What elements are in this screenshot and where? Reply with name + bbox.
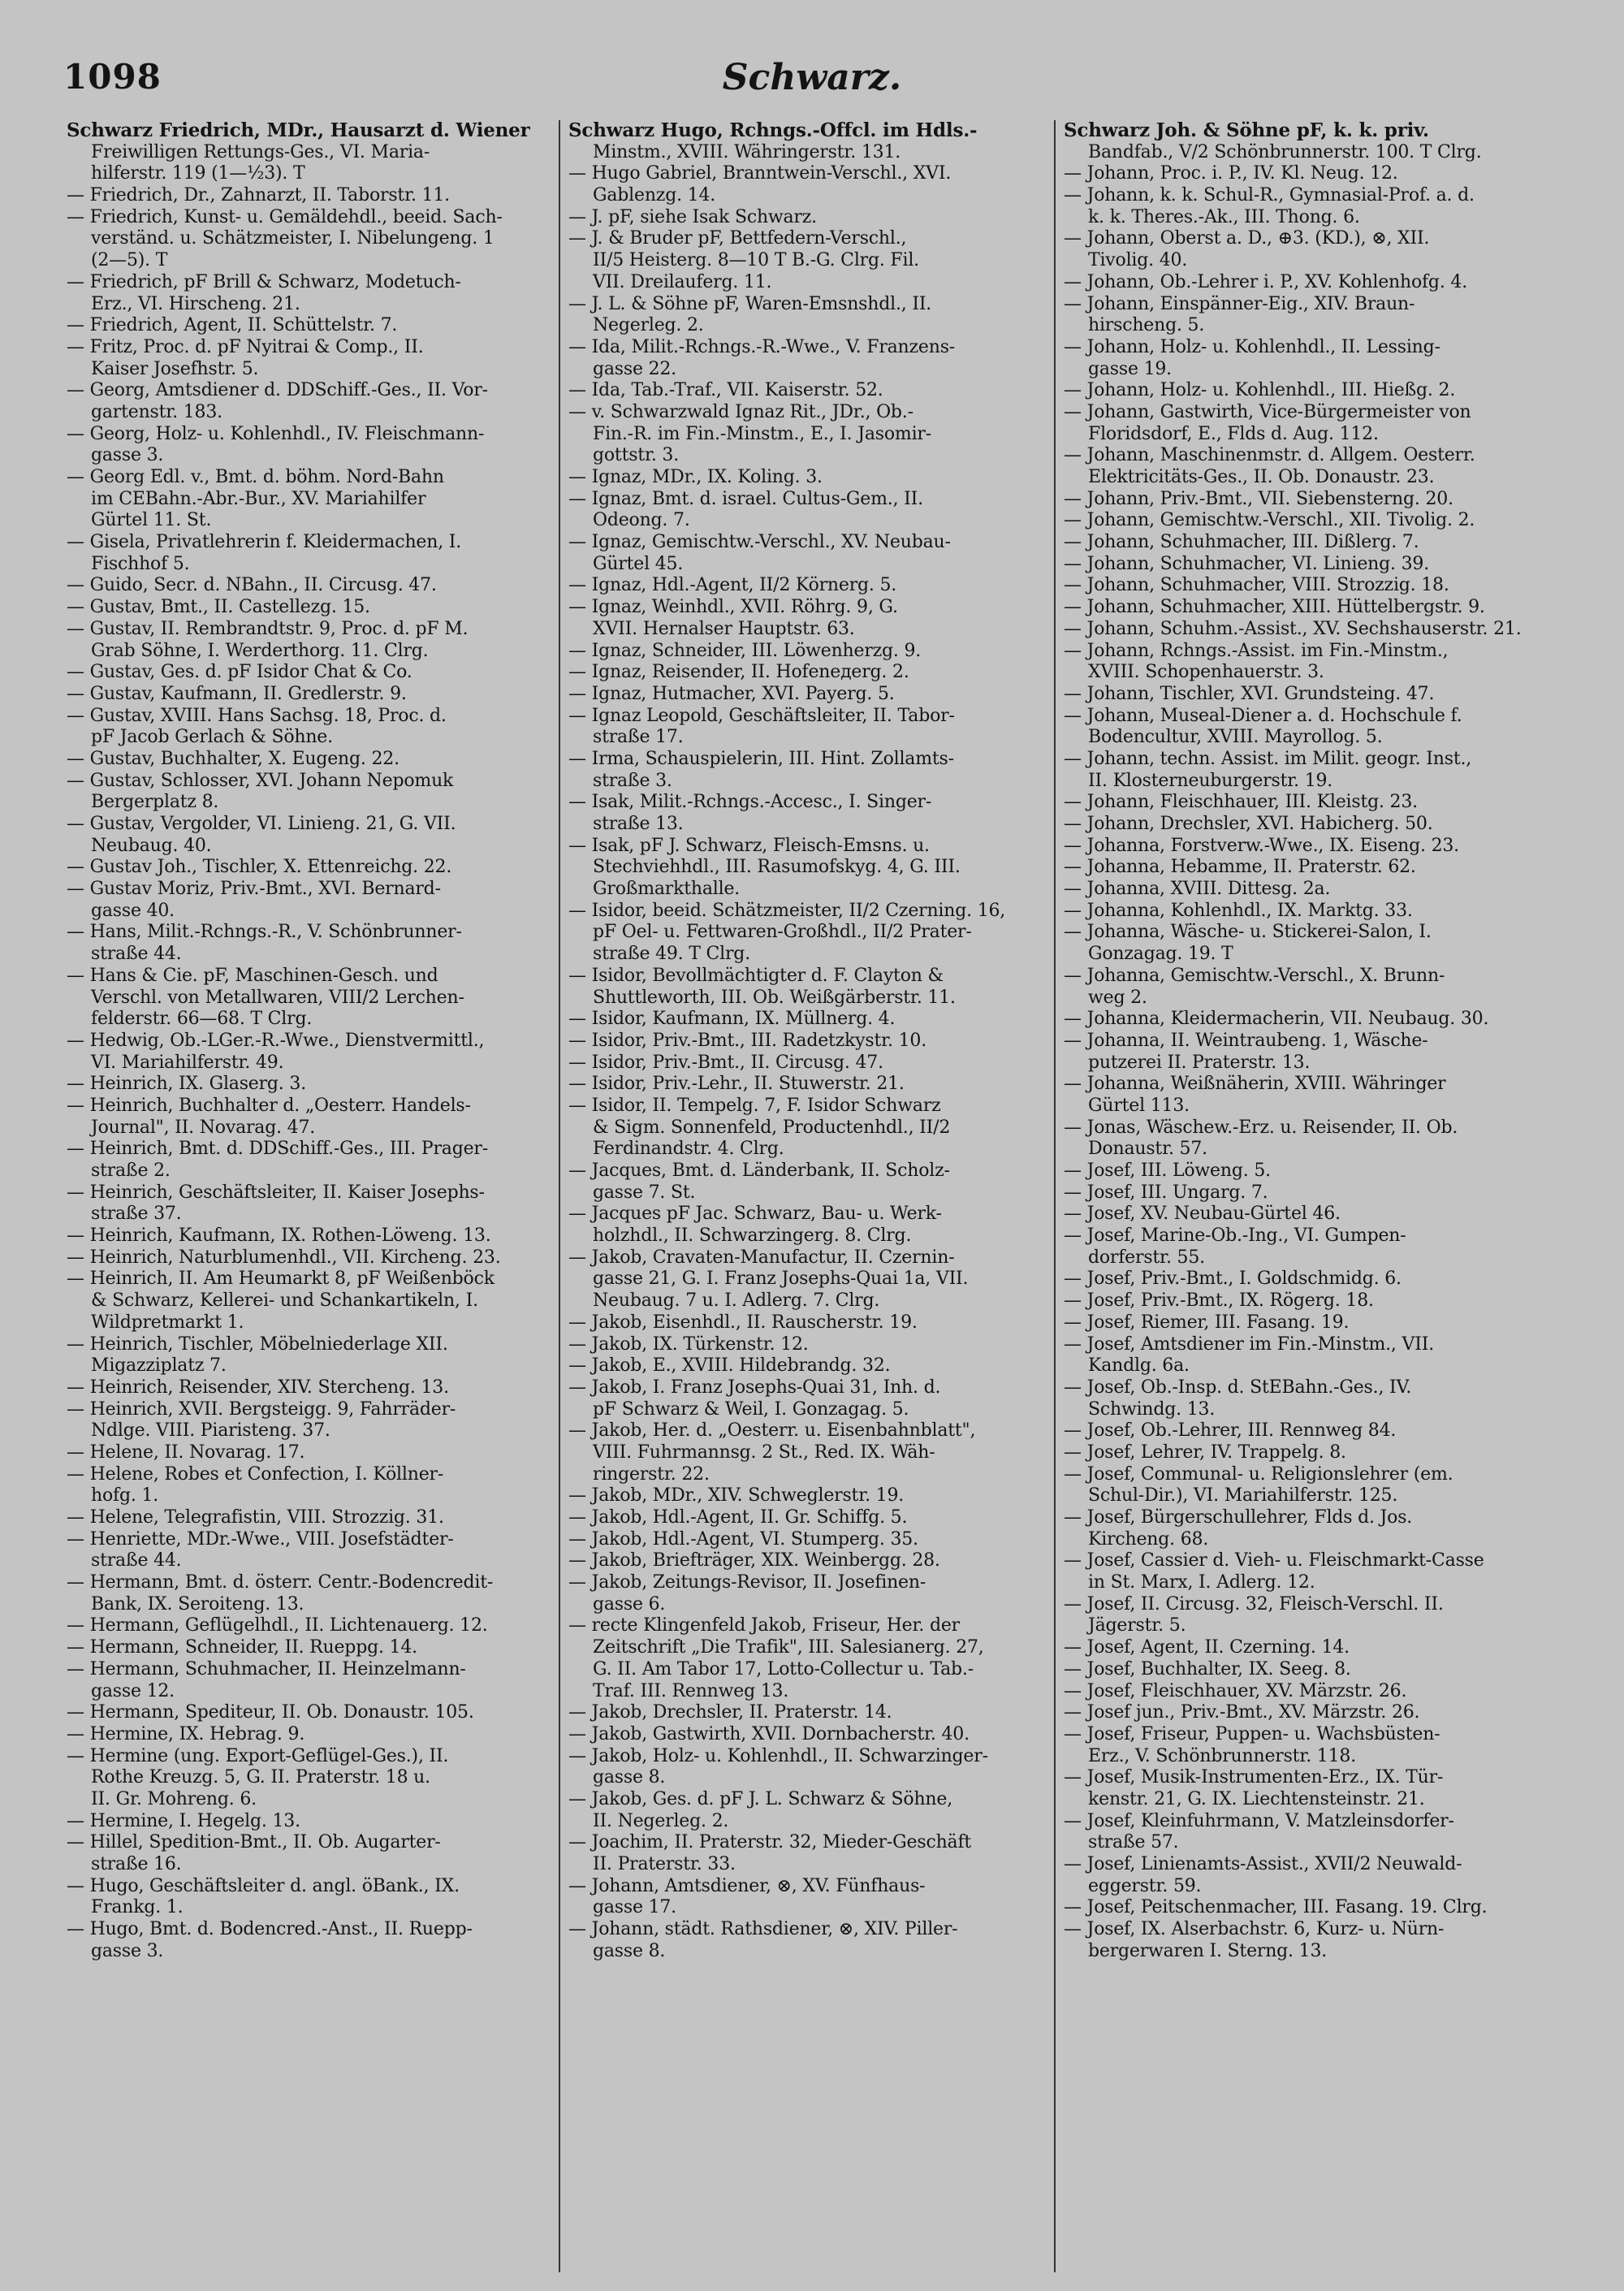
directory-entry: — Johann, Schuhm.-Assist., XV. Sechshauserstr. 21. bbox=[1064, 618, 1522, 639]
directory-entry-continuation: Bank, IX. Seroiteng. 13. bbox=[91, 1593, 304, 1615]
directory-entry-continuation: Erz., V. Schönbrunnerstr. 118. bbox=[1088, 1745, 1356, 1766]
directory-entry-continuation: gasse 22. bbox=[593, 358, 676, 379]
directory-entry: — Helene, Robes et Confection, I. Köllner- bbox=[67, 1463, 444, 1485]
directory-entry: — Johanna, Forstverw.-Wwe., IX. Eiseng. 23. bbox=[1064, 835, 1459, 856]
directory-entry: — Ignaz, Gemischtw.-Verschl., XV. Neubau- bbox=[568, 532, 951, 553]
directory-entry: — Johann, Fleischhauer, III. Kleistg. 23. bbox=[1064, 792, 1418, 813]
directory-entry-continuation: Tivolig. 40. bbox=[1088, 250, 1188, 271]
directory-entry-continuation: Jägerstr. 5. bbox=[1088, 1615, 1186, 1636]
directory-entry-continuation: Journal", II. Novarag. 47. bbox=[91, 1117, 316, 1138]
directory-entry: — Gustav, Vergolder, VI. Linieng. 21, G. VII. bbox=[67, 814, 456, 834]
directory-entry: — Johanna, Kleidermacherin, VII. Neubaug. 30. bbox=[1064, 1009, 1489, 1030]
column-rule bbox=[559, 120, 560, 2272]
directory-entry: — Ignaz, Reisender, II. Hofeneдerg. 2. bbox=[568, 662, 909, 683]
directory-entry: — Gustav, Ges. d. pF Isidor Chat & Co. bbox=[67, 662, 412, 683]
directory-entry: — Josef, III. Ungarg. 7. bbox=[1064, 1182, 1268, 1203]
directory-entry-continuation: gasse 7. St. bbox=[593, 1182, 696, 1203]
directory-entry: — Hermine, I. Hegelg. 13. bbox=[67, 1810, 300, 1831]
directory-entry: — Johann, Tischler, XVI. Grundsteing. 47. bbox=[1064, 683, 1435, 704]
directory-entry: — Heinrich, Kaufmann, IX. Rothen-Löweng. 13. bbox=[67, 1225, 491, 1247]
directory-entry-continuation: gasse 17. bbox=[593, 1897, 676, 1918]
directory-entry-continuation: im CEBahn.-Abr.-Bur., XV. Mariahilfer bbox=[91, 488, 426, 509]
directory-entry: — Josef, Buchhalter, IX. Seeg. 8. bbox=[1064, 1658, 1351, 1679]
directory-entry-continuation: pF Jacob Gerlach & Söhne. bbox=[91, 727, 333, 748]
directory-entry: — Josef, Lehrer, IV. Trappelg. 8. bbox=[1064, 1442, 1346, 1463]
directory-entry: — Jonas, Wäschew.-Erz. u. Reisender, II. Ob. bbox=[1064, 1117, 1458, 1138]
directory-entry-continuation: G. II. Am Tabor 17, Lotto-Collectur u. Tab.- bbox=[593, 1658, 974, 1679]
directory-entry: — Ignaz, Hdl.-Agent, II/2 Körnerg. 5. bbox=[568, 575, 897, 596]
directory-entry: — Jacques, Bmt. d. Länderbank, II. Scholz- bbox=[568, 1161, 950, 1181]
directory-entry-continuation: Minstm., XVIII. Währingerstr. 131. bbox=[593, 141, 901, 162]
directory-entry-continuation: II. Praterstr. 33. bbox=[593, 1854, 736, 1874]
directory-entry-continuation: gasse 3. bbox=[91, 1940, 164, 1961]
directory-entry-continuation: straße 3. bbox=[593, 770, 672, 791]
directory-entry: — Jakob, Gastwirth, XVII. Dornbacherstr. 40. bbox=[568, 1723, 970, 1744]
directory-entry: — Josef, Ob.-Insp. d. StEBahn.-Ges., IV. bbox=[1064, 1377, 1412, 1398]
directory-entry: — Josef, Friseur, Puppen- u. Wachsbüsten- bbox=[1064, 1723, 1440, 1744]
directory-entry: — Hermann, Bmt. d. österr. Centr.-Bodencredit- bbox=[67, 1572, 494, 1593]
directory-entry-continuation: Freiwilligen Rettungs-Ges., VI. Maria- bbox=[91, 141, 430, 162]
directory-entry: — Heinrich, Bmt. d. DDSchiff.-Ges., III. Prager- bbox=[67, 1139, 488, 1160]
directory-entry-continuation: straße 2. bbox=[91, 1161, 171, 1181]
directory-entry: — Josef, Ob.-Lehrer, III. Rennweg 84. bbox=[1064, 1420, 1397, 1442]
directory-entry-continuation: Verschl. von Metallwaren, VIII/2 Lerchen- bbox=[91, 987, 464, 1008]
directory-entry: — Hedwig, Ob.-LGer.-R.-Wwe., Dienstvermittl., bbox=[67, 1030, 485, 1051]
directory-entry: — Heinrich, Tischler, Möbelniederlage XII. bbox=[67, 1334, 448, 1355]
directory-entry: — Gustav, Bmt., II. Castellezg. 15. bbox=[67, 597, 370, 618]
directory-entry-continuation: Neubaug. 7 u. I. Adlerg. 7. Clrg. bbox=[593, 1290, 880, 1312]
directory-entry: — Isak, Milit.-Rchngs.-Accesс., I. Singer- bbox=[568, 792, 932, 813]
directory-entry: — Helene, II. Novarag. 17. bbox=[67, 1442, 305, 1463]
directory-entry-continuation: XVII. Hernalser Hauptstr. 63. bbox=[593, 618, 855, 639]
directory-entry-continuation: gasse 21, G. I. Franz Josephs-Quai 1a, VII. bbox=[593, 1269, 969, 1290]
column-2 bbox=[568, 120, 1047, 2280]
directory-entry: Schwarz Joh. & Söhne pF, k. k. priv. bbox=[1064, 120, 1429, 141]
directory-entry: — Ignaz, Weinhdl., XVII. Röhrg. 9, G. bbox=[568, 597, 898, 618]
directory-entry-continuation: kenstr. 21, G. IX. Liechtensteinstr. 21. bbox=[1088, 1788, 1425, 1809]
directory-entry: — Gustav, II. Rembrandtstr. 9, Proc. d. pF M. bbox=[67, 618, 469, 639]
directory-entry: — Josef, Musik-Instrumenten-Erz., IX. Tür- bbox=[1064, 1767, 1444, 1788]
directory-entry-continuation: Frankg. 1. bbox=[91, 1897, 184, 1918]
directory-entry: — Helene, Telegrafistin, VIII. Strozzig. 31. bbox=[67, 1507, 444, 1528]
directory-entry: — Johanna, Weißnäherin, XVIII. Währinger bbox=[1064, 1074, 1446, 1095]
directory-entry-continuation: Shuttleworth, III. Ob. Weißgärberstr. 11. bbox=[593, 987, 956, 1008]
directory-entry-continuation: weg 2. bbox=[1088, 987, 1147, 1008]
directory-entry: — Henriette, MDr.-Wwe., VIII. Josefstädter- bbox=[67, 1528, 454, 1550]
directory-entry-continuation: straße 44. bbox=[91, 1550, 182, 1571]
directory-entry: — Gustav, Kaufmann, II. Gredlerstr. 9. bbox=[67, 683, 407, 704]
column-rule bbox=[1054, 120, 1056, 2272]
directory-entry-continuation: Ndlge. VIII. Piaristeng. 37. bbox=[91, 1420, 330, 1442]
directory-entry-continuation: gasse 40. bbox=[91, 900, 175, 921]
directory-entry-continuation: Bandfab., V/2 Schönbrunnerstr. 100. T Clrg. bbox=[1088, 141, 1482, 162]
directory-entry-continuation: II. Gr. Mohreng. 6. bbox=[91, 1788, 257, 1809]
directory-entry: — Hermann, Geflügelhdl., II. Lichtenauerg. 12. bbox=[67, 1615, 488, 1636]
directory-entry: — Hermine, IX. Hebrag. 9. bbox=[67, 1723, 305, 1744]
directory-entry: — Johanna, II. Weintraubeng. 1, Wäsche- bbox=[1064, 1030, 1428, 1051]
directory-entry-continuation: gasse 19. bbox=[1088, 358, 1172, 379]
directory-entry: — Johanna, Wäsche- u. Stickerei-Salon, I. bbox=[1064, 922, 1432, 943]
directory-entry: — Josef, Marine-Ob.-Ing., VI. Gumpen- bbox=[1064, 1225, 1406, 1247]
directory-entry: — Josef, Riemer, III. Fasang. 19. bbox=[1064, 1312, 1350, 1333]
directory-entry-continuation: felderstr. 66—68. T Clrg. bbox=[91, 1009, 313, 1030]
directory-entry: — J. pF, siehe Isak Schwarz. bbox=[568, 206, 817, 227]
directory-entry: — Hugo, Bmt. d. Bodencred.-Anst., II. Ruepp- bbox=[67, 1919, 473, 1940]
directory-entry: — Johann, Museal-Diener a. d. Hochschule f. bbox=[1064, 705, 1462, 726]
directory-entry: — Josef jun., Priv.-Bmt., XV. Märzstr. 26. bbox=[1064, 1702, 1420, 1723]
directory-entry-continuation: VIII. Fuhrmannsg. 2 St., Red. IX. Wäh- bbox=[593, 1442, 935, 1463]
directory-entry: — Isidor, Kaufmann, IX. Müllnerg. 4. bbox=[568, 1009, 896, 1030]
directory-entry-continuation: gasse 6. bbox=[593, 1593, 666, 1615]
directory-entry: — Johann, Einspänner-Eig., XIV. Braun- bbox=[1064, 293, 1415, 314]
column-1 bbox=[67, 120, 554, 2280]
directory-entry-continuation: VI. Mariahilferstr. 49. bbox=[91, 1052, 284, 1073]
directory-entry: — Josef, Priv.-Bmt., IX. Rögerg. 18. bbox=[1064, 1290, 1374, 1312]
directory-entry: — Josef, IX. Alserbachstr. 6, Kurz- u. Nürn- bbox=[1064, 1919, 1445, 1940]
directory-entry-continuation: Gablenzg. 14. bbox=[593, 185, 716, 206]
directory-entry-continuation: dorferstr. 55. bbox=[1088, 1247, 1205, 1268]
directory-entry: — Johann, Priv.-Bmt., VII. Siebensterng. 20. bbox=[1064, 488, 1453, 509]
directory-entry: — Georg, Holz- u. Kohlenhdl., IV. Fleischmann- bbox=[67, 423, 485, 444]
directory-entry: — Heinrich, Buchhalter d. „Oesterr. Handels- bbox=[67, 1095, 471, 1116]
directory-entry-continuation: gasse 12. bbox=[91, 1680, 175, 1701]
directory-entry-continuation: Schul-Dir.), VI. Mariahilferstr. 125. bbox=[1088, 1485, 1398, 1506]
directory-entry-continuation: VII. Dreilauferg. 11. bbox=[593, 271, 772, 292]
directory-entry: — Johann, Oberst a. D., ⊕3. (KD.), ⊗, XII. bbox=[1064, 228, 1430, 249]
directory-entry: — Jakob, Eisenhdl., II. Rauscherstr. 19. bbox=[568, 1312, 918, 1333]
directory-entry: — Gustav, XVIII. Hans Sachsg. 18, Proc. d. bbox=[67, 705, 447, 726]
directory-entry: — J. & Bruder pF, Bettfedern-Verschl., bbox=[568, 228, 907, 249]
directory-entry-continuation: gasse 8. bbox=[593, 1767, 666, 1788]
directory-entry-continuation: & Schwarz, Kellerei- und Schankartikeln, I. bbox=[91, 1290, 478, 1312]
directory-entry-continuation: II/5 Heisterg. 8—10 T B.-G. Clrg. Fil. bbox=[593, 250, 919, 271]
directory-entry-continuation: Gürtel 113. bbox=[1088, 1095, 1190, 1116]
directory-entry: — Ignaz, Schneider, III. Löwenherzg. 9. bbox=[568, 640, 922, 661]
directory-entry-continuation: Elektricitäts-Ges., II. Ob. Donaustr. 23. bbox=[1088, 467, 1435, 487]
directory-entry: — Josef, Communal- u. Religionslehrer (em. bbox=[1064, 1463, 1453, 1485]
directory-entry: — Heinrich, IX. Glaserg. 3. bbox=[67, 1074, 306, 1095]
directory-entry: — Georg, Amtsdiener d. DDSchiff.-Ges., II. Vor- bbox=[67, 380, 488, 401]
directory-entry: — Johann, Holz- u. Kohlenhdl., II. Lessing- bbox=[1064, 336, 1440, 357]
directory-entry: — Hans, Milit.-Rchngs.-R., V. Schönbrunner- bbox=[67, 922, 462, 943]
directory-entry-continuation: straße 49. T Clrg. bbox=[593, 944, 750, 965]
directory-entry: — Jacques pF Jac. Schwarz, Bau- u. Werk- bbox=[568, 1204, 942, 1225]
directory-entry-continuation: Gonzagag. 19. T bbox=[1088, 944, 1233, 965]
column-3 bbox=[1064, 120, 1557, 2280]
directory-entry: — Johann, Schuhmacher, VIII. Strozzig. 18. bbox=[1064, 575, 1449, 596]
directory-entry: — Jakob, Holz- u. Kohlenhdl., II. Schwarzinger- bbox=[568, 1745, 988, 1766]
directory-entry: — Jakob, Cravaten-Manufactur, II. Czernin- bbox=[568, 1247, 955, 1268]
directory-entry: — v. Schwarzwald Ignaz Rit., JDr., Ob.- bbox=[568, 401, 914, 422]
directory-entry: — J. L. & Söhne pF, Waren-Emsnshdl., II. bbox=[568, 293, 932, 314]
directory-entry: — Hugo Gabriel, Branntwein-Verschl., XVI. bbox=[568, 163, 952, 184]
directory-entry: — Johann, Ob.-Lehrer i. P., XV. Kohlenhofg. 4. bbox=[1064, 271, 1467, 292]
directory-entry: — Hillel, Spedition-Bmt., II. Ob. Augarter- bbox=[67, 1832, 441, 1853]
directory-entry: — Jakob, Ges. d. pF J. L. Schwarz & Söhne, bbox=[568, 1788, 953, 1809]
directory-entry: — Gustav, Schlosser, XVI. Johann Nepomuk bbox=[67, 770, 454, 791]
directory-entry-continuation: putzerei II. Praterstr. 13. bbox=[1088, 1052, 1311, 1073]
directory-entry: — Josef, Linienamts-Assist., XVII/2 Neuwald- bbox=[1064, 1854, 1462, 1874]
directory-entry-continuation: pF Schwarz & Weil, I. Gonzagag. 5. bbox=[593, 1398, 909, 1420]
directory-entry: Schwarz Hugo, Rchngs.-Offcl. im Hdls.- bbox=[568, 120, 978, 141]
directory-entry: — Heinrich, Geschäftsleiter, II. Kaiser Josephs- bbox=[67, 1182, 485, 1203]
directory-entry: — Irma, Schauspielerin, III. Hint. Zollamts- bbox=[568, 748, 954, 769]
directory-entry-continuation: straße 57. bbox=[1088, 1832, 1179, 1853]
directory-entry: — Gustav Joh., Tischler, X. Ettenreichg. 22. bbox=[67, 857, 452, 878]
directory-entry: — Josef, Kleinfuhrmann, V. Matzleinsdorfer- bbox=[1064, 1810, 1454, 1831]
directory-entry-continuation: Großmarkthalle. bbox=[593, 879, 741, 900]
directory-entry-continuation: Donaustr. 57. bbox=[1088, 1139, 1207, 1160]
directory-entry-continuation: Fischhof 5. bbox=[91, 553, 190, 574]
directory-entry: — Josef, Agent, II. Czerning. 14. bbox=[1064, 1637, 1350, 1658]
directory-entry-continuation: Neubaug. 40. bbox=[91, 835, 212, 856]
directory-entry: — Friedrich, Dr., Zahnarzt, II. Taborstr. 11. bbox=[67, 185, 450, 206]
directory-entry-continuation: Kandlg. 6a. bbox=[1088, 1355, 1190, 1377]
directory-entry-continuation: in St. Marx, I. Adlerg. 12. bbox=[1088, 1572, 1315, 1593]
directory-entry-continuation: hilferstr. 119 (1—½3). T bbox=[91, 163, 305, 184]
directory-entry: — Friedrich, pF Brill & Schwarz, Modetuch- bbox=[67, 271, 461, 292]
directory-entry: — Ida, Milit.-Rchngs.-R.-Wwe., V. Franzens- bbox=[568, 336, 956, 357]
directory-entry: — Johann, Rchngs.-Assist. im Fin.-Minstm., bbox=[1064, 640, 1449, 661]
directory-entry: — Hans & Cie. pF, Maschinen-Gesch. und bbox=[67, 965, 438, 986]
directory-entry: — Jakob, E., XVIII. Hildebrandg. 32. bbox=[568, 1355, 891, 1377]
directory-entry: — Isidor, beeid. Schätzmeister, II/2 Czerning. 16, bbox=[568, 900, 1006, 921]
directory-entry: — Hugo, Geschäftsleiter d. angl. öBank., IX. bbox=[67, 1875, 460, 1896]
directory-entry: — Hermann, Schneider, II. Rueppg. 14. bbox=[67, 1637, 417, 1658]
directory-entry: — Josef, Priv.-Bmt., I. Goldschmidg. 6. bbox=[1064, 1269, 1402, 1290]
directory-entry: — Ignaz, Bmt. d. israel. Cultus-Gem., II. bbox=[568, 488, 923, 509]
directory-entry: — Ignaz, Hutmacher, XVI. Payerg. 5. bbox=[568, 683, 895, 704]
directory-entry-continuation: eggerstr. 59. bbox=[1088, 1875, 1202, 1896]
directory-entry-continuation: straße 44. bbox=[91, 944, 182, 965]
directory-entry: — Josef, Fleischhauer, XV. Märzstr. 26. bbox=[1064, 1680, 1407, 1701]
directory-entry-continuation: gasse 3. bbox=[91, 445, 164, 466]
directory-entry: — Johann, k. k. Schul-R., Gymnasial-Prof. a. d. bbox=[1064, 185, 1475, 206]
directory-entry-continuation: verständ. u. Schätzmeister, I. Nibelungeng. 1 bbox=[91, 228, 495, 249]
directory-entry-continuation: Schwindg. 13. bbox=[1088, 1398, 1216, 1420]
directory-entry: — Isidor, Priv.-Bmt., II. Circusg. 47. bbox=[568, 1052, 883, 1073]
directory-entry-continuation: Rothe Kreuzg. 5, G. II. Praterstr. 18 u. bbox=[91, 1767, 430, 1788]
directory-entry: — Johann, Holz- u. Kohlenhdl., III. Hießg. 2. bbox=[1064, 380, 1456, 401]
directory-entry: — Josef, XV. Neubau-Gürtel 46. bbox=[1064, 1204, 1341, 1225]
directory-entry-continuation: pF Oel- u. Fettwaren-Großhdl., II/2 Prater- bbox=[593, 922, 972, 943]
directory-entry: — Isidor, Bevollmächtigter d. F. Clayton & bbox=[568, 965, 944, 986]
directory-entry: — Josef, III. Löweng. 5. bbox=[1064, 1161, 1271, 1181]
directory-entry-continuation: gottstr. 3. bbox=[593, 445, 680, 466]
directory-entry: — Ignaz Leopold, Geschäftsleiter, II. Tabor- bbox=[568, 705, 955, 726]
directory-entry: — Isidor, II. Tempelg. 7, F. Isidor Schwarz bbox=[568, 1095, 941, 1116]
directory-entry: — Gustav Moriz, Priv.-Bmt., XVI. Bernard- bbox=[67, 879, 441, 900]
directory-entry: — Isidor, Priv.-Lehr., II. Stuwerstr. 21. bbox=[568, 1074, 905, 1095]
directory-entry: — Heinrich, XVII. Bergsteigg. 9, Fahrräder- bbox=[67, 1398, 456, 1420]
directory-entry-continuation: Erz., VI. Hirscheng. 21. bbox=[91, 293, 300, 314]
directory-entry: — Johanna, Kohlenhdl., IX. Marktg. 33. bbox=[1064, 900, 1413, 921]
directory-entry: — Josef, Amtsdiener im Fin.-Minstm., VII. bbox=[1064, 1334, 1434, 1355]
directory-entry: — Johann, techn. Assist. im Milit. geogr. Inst., bbox=[1064, 748, 1472, 769]
directory-entry: — Ida, Tab.-Traf., VII. Kaiserstr. 52. bbox=[568, 380, 883, 401]
directory-entry-continuation: Bergerplatz 8. bbox=[91, 792, 219, 813]
directory-entry: — Jakob, Her. d. „Oesterr. u. Eisenbahnblatt", bbox=[568, 1420, 976, 1442]
directory-entry-continuation: straße 17. bbox=[593, 727, 684, 748]
directory-entry: — Johanna, Gemischtw.-Verschl., X. Brunn- bbox=[1064, 965, 1445, 986]
directory-entry: — Georg Edl. v., Bmt. d. böhm. Nord-Bahn bbox=[67, 467, 444, 487]
directory-entry: — Hermann, Spediteur, II. Ob. Donaustr. 105. bbox=[67, 1702, 474, 1723]
directory-entry: — Joachim, II. Praterstr. 32, Mieder-Geschäft bbox=[568, 1832, 972, 1853]
directory-entry: — Josef, Peitschenmacher, III. Fasang. 19. Clrg. bbox=[1064, 1897, 1488, 1918]
directory-entry-continuation: straße 37. bbox=[91, 1204, 182, 1225]
directory-entry-continuation: Grab Söhne, I. Werderthorg. 11. Clrg. bbox=[91, 640, 429, 661]
directory-entry-continuation: Gürtel 45. bbox=[593, 553, 684, 574]
directory-entry: — Jakob, I. Franz Josephs-Quai 31, Inh. d. bbox=[568, 1377, 941, 1398]
directory-entry: — Gisela, Privatlehrerin f. Kleidermachen, I. bbox=[67, 532, 462, 553]
directory-entry: — Jakob, Hdl.-Agent, II. Gr. Schiffg. 5. bbox=[568, 1507, 908, 1528]
directory-entry-continuation: k. k. Theres.-Ak., III. Thong. 6. bbox=[1088, 206, 1360, 227]
directory-entry-continuation: holzhdl., II. Schwarzingerg. 8. Clrg. bbox=[593, 1225, 912, 1247]
directory-entry: — Josef, Cassier d. Vieh- u. Fleischmarkt-Casse bbox=[1064, 1550, 1484, 1571]
directory-entry: — Gustav, Buchhalter, X. Eugeng. 22. bbox=[67, 748, 400, 769]
directory-entry-continuation: Zeitschrift „Die Trafik", III. Salesianerg. 27, bbox=[593, 1637, 984, 1658]
directory-entry: — Johann, Amtsdiener, ⊗, XV. Fünfhaus- bbox=[568, 1875, 926, 1896]
directory-entry: — Guido, Secr. d. NBahn., II. Circusg. 47. bbox=[67, 575, 437, 596]
directory-entry-continuation: II. Negerleg. 2. bbox=[593, 1810, 729, 1831]
directory-entry: — Johann, Gemischtw.-Verschl., XII. Tivolig. 2. bbox=[1064, 510, 1475, 531]
directory-entry: — Jakob, MDr., XIV. Schweglerstr. 19. bbox=[568, 1485, 905, 1506]
directory-entry: — Hermann, Schuhmacher, II. Heinzelmann- bbox=[67, 1658, 466, 1679]
directory-entry-continuation: ringerstr. 22. bbox=[593, 1463, 710, 1485]
directory-entry-continuation: (2—5). T bbox=[91, 250, 168, 271]
directory-entry-continuation: XVIII. Schopenhauerstr. 3. bbox=[1088, 662, 1324, 683]
directory-entry: — Jakob, Zeitungs-Revisor, II. Josefinen- bbox=[568, 1572, 926, 1593]
directory-entry: — Heinrich, II. Am Heumarkt 8, pF Weißenböck bbox=[67, 1269, 495, 1290]
directory-entry: — Heinrich, Reisender, XIV. Sterchеng. 13. bbox=[67, 1377, 449, 1398]
directory-entry-continuation: gartenstr. 183. bbox=[91, 401, 222, 422]
directory-entry-continuation: Wildpretmarkt 1. bbox=[91, 1312, 244, 1333]
directory-entry: — Johann, Schuhmacher, XIII. Hüttelbergstr. 9. bbox=[1064, 597, 1485, 618]
directory-entry: — Josef, II. Circusg. 32, Fleisch-Verschl. II. bbox=[1064, 1593, 1444, 1615]
directory-entry: — Johann, Schuhmacher, VI. Linieng. 39. bbox=[1064, 553, 1429, 574]
directory-entry: — Johann, städt. Rathsdiener, ⊗, XIV. Piller- bbox=[568, 1919, 958, 1940]
directory-entry: — Ignaz, MDr., IX. Koling. 3. bbox=[568, 467, 823, 487]
directory-entry: — Hermine (ung. Export-Geflügel-Ges.), II. bbox=[67, 1745, 449, 1766]
directory-entry-continuation: hirscheng. 5. bbox=[1088, 315, 1205, 336]
page-header bbox=[0, 57, 1624, 114]
directory-entry: — Isidor, Priv.-Bmt., III. Radetzkystr. 10. bbox=[568, 1030, 927, 1051]
directory-entry-continuation: Ferdinandstr. 4. Clrg. bbox=[593, 1139, 784, 1160]
directory-entry-continuation: gasse 8. bbox=[593, 1940, 666, 1961]
directory-entry-continuation: bergerwaren I. Sterng. 13. bbox=[1088, 1940, 1328, 1961]
directory-entry-continuation: Traf. III. Rennweg 13. bbox=[593, 1680, 789, 1701]
directory-entry-continuation: & Sigm. Sonnenfeld, Productenhdl., II/2 bbox=[593, 1117, 951, 1138]
directory-entry-continuation: Negerleg. 2. bbox=[593, 315, 704, 336]
directory-entry: Schwarz Friedrich, MDr., Hausarzt d. Wiener bbox=[67, 120, 530, 141]
directory-entry: — Johann, Gastwirth, Vice-Bürgermeister von bbox=[1064, 401, 1471, 422]
directory-entry-continuation: Odeong. 7. bbox=[593, 510, 690, 531]
directory-entry: — Johanna, Hebamme, II. Praterstr. 62. bbox=[1064, 857, 1416, 878]
directory-entry-continuation: II. Klosterneuburgerstr. 19. bbox=[1088, 770, 1333, 791]
directory-entry: — Friedrich, Kunst- u. Gemäldehdl., beeid. Sach- bbox=[67, 206, 503, 227]
directory-entry-continuation: Gürtel 11. St. bbox=[91, 510, 212, 531]
directory-entry-continuation: Stechviehhdl., III. Rasumofskyg. 4, G. III. bbox=[593, 857, 961, 878]
directory-entry: — Johann, Proc. i. P., IV. Kl. Neug. 12. bbox=[1064, 163, 1398, 184]
directory-entry: — Johann, Maschinenmstr. d. Allgem. Oesterr. bbox=[1064, 445, 1475, 466]
directory-entry: — Heinrich, Naturblumenhdl., VII. Kircheng. 23. bbox=[67, 1247, 501, 1268]
directory-entry: — Jakob, Briefträger, XIX. Weinbergg. 28. bbox=[568, 1550, 940, 1571]
directory-entry-continuation: Kircheng. 68. bbox=[1088, 1528, 1209, 1550]
directory-entry-continuation: Migazziplatz 7. bbox=[91, 1355, 227, 1377]
directory-entry: — Johanna, XVIII. Dittesg. 2a. bbox=[1064, 879, 1331, 900]
directory-entry-continuation: straße 16. bbox=[91, 1854, 182, 1874]
directory-entry: — Jakob, Hdl.-Agent, VI. Stumperg. 35. bbox=[568, 1528, 918, 1550]
directory-entry: — Jakob, Drechsler, II. Praterstr. 14. bbox=[568, 1702, 892, 1723]
directory-entry-continuation: straße 13. bbox=[593, 814, 684, 834]
directory-entry-continuation: Kaiser Josefhstr. 5. bbox=[91, 358, 259, 379]
directory-entry: — Jakob, IX. Türkenstr. 12. bbox=[568, 1334, 809, 1355]
directory-entry: — Josef, Bürgerschullehrer, Flds d. Jos. bbox=[1064, 1507, 1413, 1528]
directory-entry: — Isak, pF J. Schwarz, Fleisch-Emsns. u. bbox=[568, 835, 930, 856]
directory-entry-continuation: Fin.-R. im Fin.-Minstm., E., I. Jasomir- bbox=[593, 423, 931, 444]
directory-entry: — Johann, Drechsler, XVI. Habicherg. 50. bbox=[1064, 814, 1433, 834]
directory-entry: — Fritz, Proc. d. pF Nyitrai & Comp., II. bbox=[67, 336, 424, 357]
directory-entry-continuation: Bodencultur, XVIII. Mayrollog. 5. bbox=[1088, 727, 1383, 748]
directory-entry: — Friedrich, Agent, II. Schüttelstr. 7. bbox=[67, 315, 398, 336]
directory-entry: — recte Klingenfeld Jakob, Friseur, Her. der bbox=[568, 1615, 960, 1636]
directory-entry-continuation: hofg. 1. bbox=[91, 1485, 159, 1506]
directory-entry: — Johann, Schuhmacher, III. Dißlerg. 7. bbox=[1064, 532, 1419, 553]
page-number: 1098 bbox=[63, 57, 162, 97]
running-head: Schwarz. bbox=[722, 57, 902, 98]
directory-entry-continuation: Floridsdorf, E., Flds d. Aug. 112. bbox=[1088, 423, 1379, 444]
